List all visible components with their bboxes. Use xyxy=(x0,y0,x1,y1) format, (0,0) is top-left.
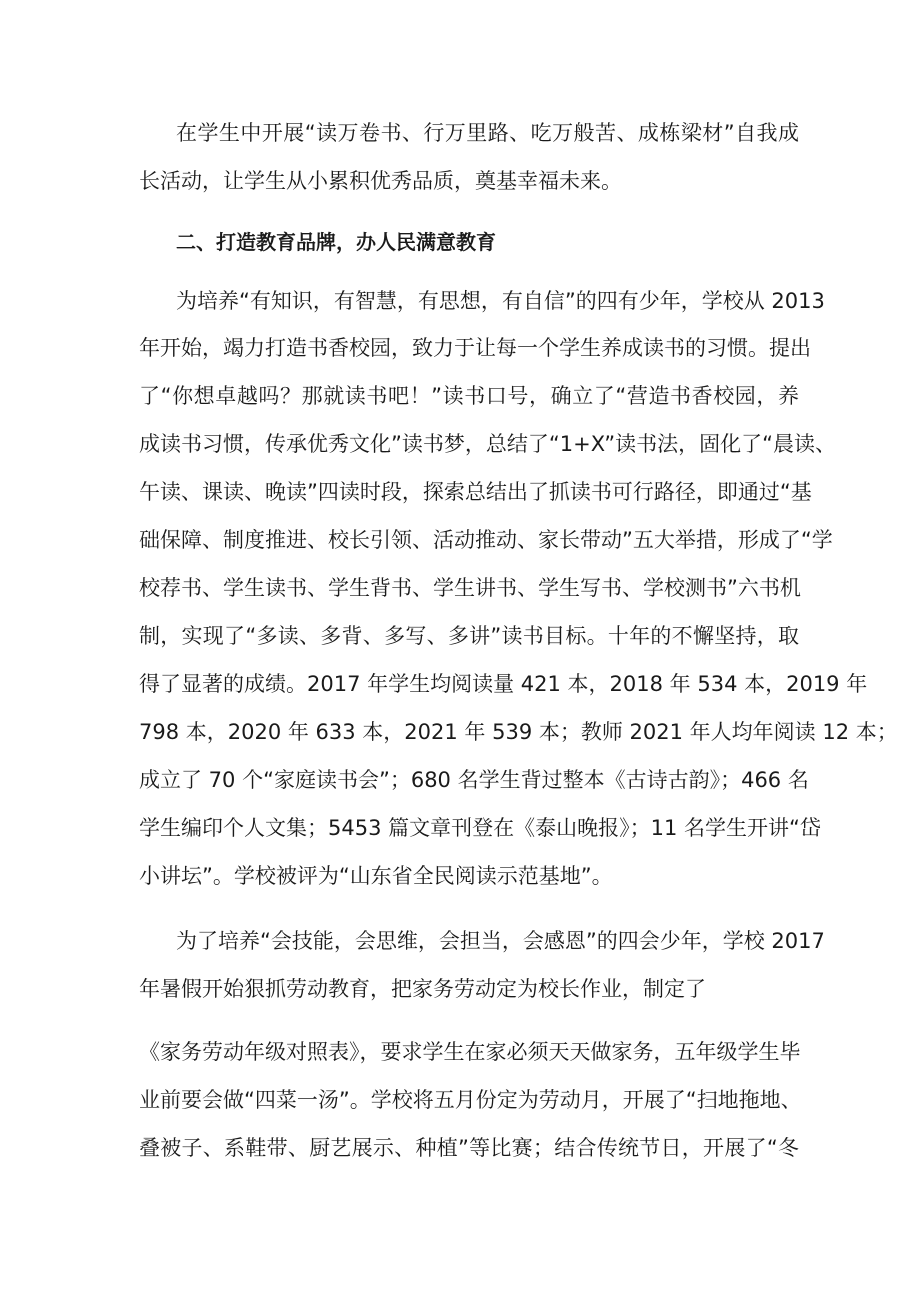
paragraph-2-line-11: 成立了 70 个“家庭读书会”；680 名学生背过整本《古诗古韵》；466 名 xyxy=(139,768,809,792)
paragraph-2-line-7: 校荐书、学生读书、学生背书、学生讲书、学生写书、学校测书”六书机 xyxy=(139,576,801,600)
paragraph-2-line-6: 础保障、制度推进、校长引领、活动推动、家长带动”五大举措，形成了“学 xyxy=(139,528,833,552)
paragraph-4-line-2: 业前要会做“四菜一汤”。学校将五月份定为劳动月，开展了“扫地拖地、 xyxy=(139,1088,802,1112)
section-heading: 二、打造教育品牌，办人民满意教育 xyxy=(176,230,496,254)
paragraph-4-line-3: 叠被子、系鞋带、厨艺展示、种植”等比赛；结合传统节日，开展了“冬 xyxy=(139,1136,799,1160)
paragraph-2-line-8: 制，实现了“多读、多背、多写、多讲”读书目标。十年的不懈坚持，取 xyxy=(139,624,799,648)
paragraph-2-line-3: 了“你想卓越吗？那就读书吧！”读书口号，确立了“营造书香校园，养 xyxy=(139,384,799,408)
paragraph-2-line-9: 得了显著的成绩。2017 年学生均阅读量 421 本，2018 年 534 本，2019 年 xyxy=(139,672,868,696)
paragraph-2-line-13: 小讲坛”。学校被评为“山东省全民阅读示范基地”。 xyxy=(139,864,613,888)
paragraph-3-line-2: 年暑假开始狠抓劳动教育，把家务劳动定为校长作业，制定了 xyxy=(139,977,706,1001)
paragraph-2-line-4: 成读书习惯，传承优秀文化”读书梦，总结了“1+X”读书法，固化了“晨读、 xyxy=(139,432,837,456)
paragraph-2-line-5: 午读、课读、晚读”四读时段，探索总结出了抓读书可行路径，即通过“基 xyxy=(139,480,812,504)
paragraph-4-line-1: 《家务劳动年级对照表》，要求学生在家必须天天做家务，五年级学生毕 xyxy=(139,1040,801,1064)
paragraph-1-line-1: 在学生中开展“读万卷书、行万里路、吃万般苦、成栋梁材”自我成 xyxy=(176,121,799,145)
paragraph-1-line-2: 长活动，让学生从小累积优秀品质，奠基幸福未来。 xyxy=(139,169,622,193)
paragraph-2-line-1: 为培养“有知识，有智慧，有思想，有自信”的四有少年，学校从 2013 xyxy=(176,289,825,313)
paragraph-3-line-1: 为了培养“会技能，会思维，会担当，会感恩”的四会少年，学校 2017 xyxy=(176,929,825,953)
paragraph-2-line-2: 年开始，竭力打造书香校园，致力于让每一个学生养成读书的习惯。提出 xyxy=(139,336,811,360)
paragraph-2-line-12: 学生编印个人文集；5453 篇文章刊登在《泰山晚报》；11 名学生开讲“岱 xyxy=(139,816,821,840)
paragraph-2-line-10: 798 本，2020 年 633 本，2021 年 539 本；教师 2021 年人均年阅读 12 本； xyxy=(139,720,898,744)
